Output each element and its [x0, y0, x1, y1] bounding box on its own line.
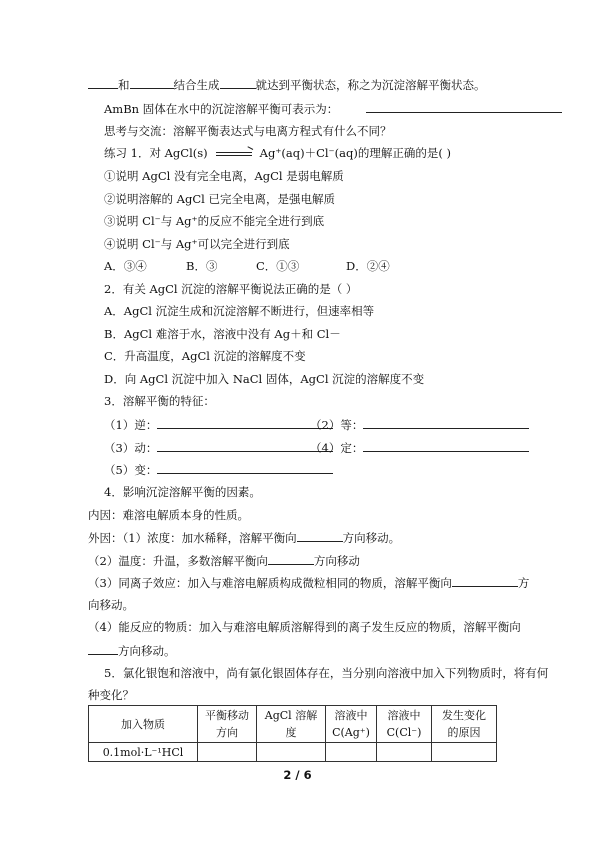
exercise-2-option-d: D．向 AgCl 沉淀中加入 NaCl 固体，AgCl 沉淀的溶解度不变	[104, 372, 425, 386]
statement-4: ④说明 Cl⁻与 Ag⁺可以完全进行到底	[104, 237, 290, 251]
option-b: B．③	[186, 259, 218, 273]
header-cell: 溶液中 C(Cl⁻)	[377, 706, 432, 743]
table-cell	[377, 743, 432, 762]
section-4-title: 4．影响沉淀溶解平衡的因素。	[104, 485, 261, 499]
feature-1: （1）逆：	[104, 417, 333, 432]
statement-1: ①说明 AgCl 没有完全电离，AgCl 是弱电解质	[104, 169, 344, 183]
factor-concentration: 外因：（1）浓度：加水稀释，溶解平衡向 方向移动。	[88, 531, 401, 545]
option-d: D．②④	[346, 259, 390, 273]
section-3-title: 3．溶解平衡的特征：	[104, 394, 215, 408]
table-row	[89, 743, 497, 762]
statement-2: ②说明溶解的 AgCl 已完全电离，是强电解质	[104, 192, 335, 206]
option-c: C．①③	[256, 259, 300, 273]
table-header-row	[89, 706, 497, 743]
feature-3: （3）动：	[104, 440, 333, 455]
header-cell: AgCl 溶解 度	[257, 706, 326, 743]
factor-common-ion: （3）同离子效应：加入与难溶电解质构成微粒相同的物质，溶解平衡向 方	[88, 576, 530, 590]
blank	[363, 417, 529, 429]
blank	[363, 440, 529, 452]
blank	[157, 462, 333, 474]
blank	[297, 530, 343, 542]
feature-2: （2）等：	[310, 417, 529, 432]
line-3: 思考与交流：溶解平衡表达式与电离方程式有什么不同？	[104, 124, 392, 138]
change-table	[88, 705, 497, 762]
blank	[220, 77, 256, 89]
header-cell: 发生变化 的原因	[432, 706, 497, 743]
page-number: 2 / 6	[283, 768, 312, 782]
exercise-2-option-a: A．AgCl 沉淀生成和沉淀溶解不断进行，但速率相等	[104, 304, 375, 318]
exercise-2-option-b: B．AgCl 难溶于水，溶液中没有 Ag＋和 Cl－	[104, 327, 341, 341]
line-2: AmBn 固体在水中的沉淀溶解平衡可表示为：	[104, 101, 562, 116]
header-cell: 平衡移动 方向	[198, 706, 257, 743]
factor-reactive-cont: 方向移动。	[88, 643, 176, 658]
table-cell	[432, 743, 497, 762]
question-5: 5．氯化银饱和溶液中，尚有氯化银固体存在，当分别向溶液中加入下列物质时，将有何	[104, 666, 549, 680]
table-cell	[326, 743, 377, 762]
table-cell	[257, 743, 326, 762]
equilibrium-arrow-icon	[212, 149, 256, 159]
header-cell: 溶液中 C(Ag⁺)	[326, 706, 377, 743]
exercise-2-option-c: C．升高温度，AgCl 沉淀的溶解度不变	[104, 349, 306, 363]
factor-reactive: （4）能反应的物质：加入与难溶电解质溶解得到的离子发生反应的物质，溶解平衡向	[88, 620, 521, 634]
blank	[452, 575, 518, 587]
table-cell	[198, 743, 257, 762]
blank	[130, 77, 174, 89]
blank	[268, 553, 314, 565]
factor-common-ion-cont: 向移动。	[88, 598, 134, 612]
blank	[366, 101, 562, 113]
feature-4: （4）定：	[310, 440, 529, 455]
option-a: A．③④	[104, 259, 147, 273]
question-5-cont: 种变化？	[88, 688, 134, 702]
exercise-1-stem: 练习 1．对 AgCl(s) Ag⁺(aq)＋Cl⁻(aq)的理解正确的是( )	[104, 146, 451, 160]
blank	[88, 77, 118, 89]
factor-temperature: （2）温度：升温，多数溶解平衡向 方向移动	[88, 554, 360, 568]
table-cell: 0.1mol·L⁻¹HCl	[89, 743, 198, 762]
blank	[88, 643, 118, 655]
statement-3: ③说明 Cl⁻与 Ag⁺的反应不能完全进行到底	[104, 214, 325, 228]
exercise-2-stem: 2．有关 AgCl 沉淀的溶解平衡说法正确的是（ ）	[104, 282, 358, 296]
blank	[157, 440, 333, 452]
internal-factor: 内因：难溶电解质本身的性质。	[88, 508, 249, 522]
line-1: 和 结合生成 就达到平衡状态，称之为沉淀溶解平衡状态。	[88, 77, 486, 92]
blank	[157, 417, 333, 429]
header-cell: 加入物质	[89, 706, 198, 743]
feature-5: （5）变：	[104, 462, 333, 477]
